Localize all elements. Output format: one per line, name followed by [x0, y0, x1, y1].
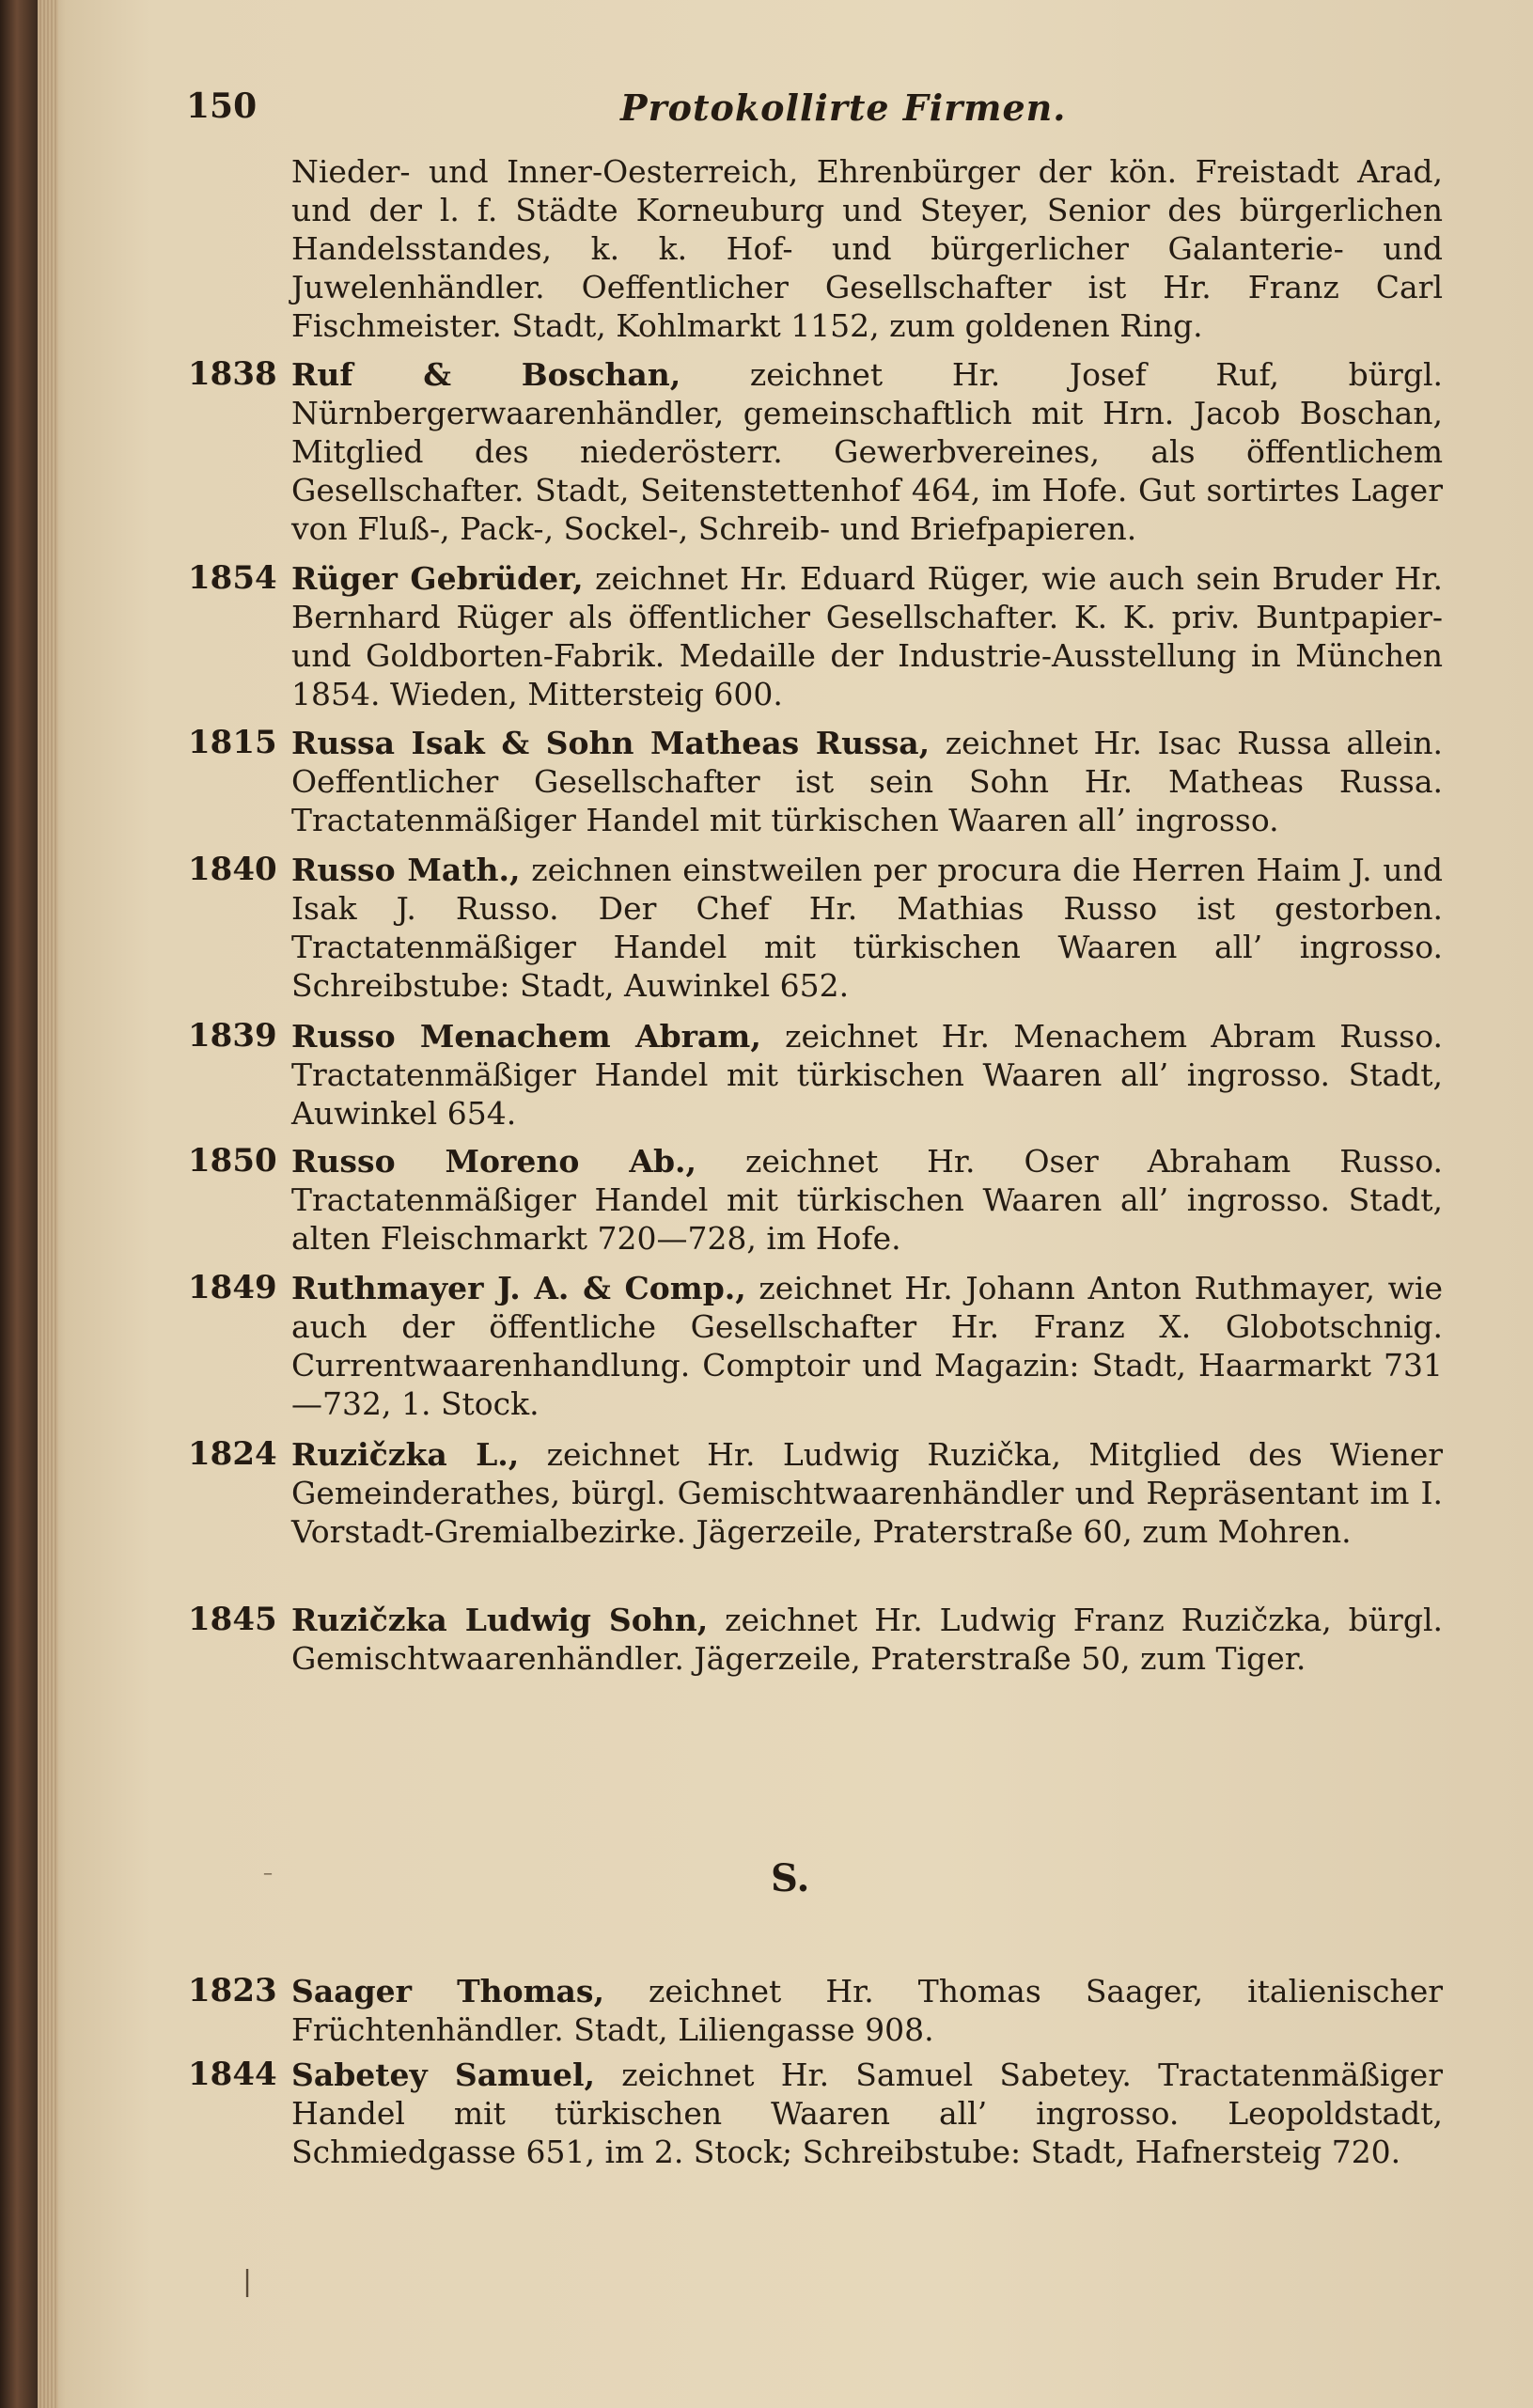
entry-description: zeichnet Hr. Josef Ruf, bürgl. Nürnbergerwaarenhändler, gemeinschaftlich mit Hrn. Jacob Boschan, Mitglied des niederösterr. Gewerbvereines, als öffentlichem Gesellschafter. Stadt, Seitenstettenhof 464, im Hofe. Gut sortirtes Lager von Fluß-, Pack-, Sockel-, Schreib- und Briefpapieren. — [291, 356, 1443, 547]
entry-year: 1823 — [188, 1972, 277, 2009]
entry-text — [291, 1972, 1443, 2049]
firm-name: Russo Moreno Ab., — [291, 1143, 697, 1180]
entry-description: zeichnet Hr. Menachem Abram Russo. Tractatenmäßiger Handel mit türkischen Waaren all’ ingrosso. Stadt, Auwinkel 654. — [291, 1018, 1443, 1132]
entry-text — [291, 559, 1443, 713]
entry-year: 1815 — [188, 724, 277, 761]
entry-description: zeichnet Hr. Thomas Saager, italienischer Früchtenhändler. Stadt, Liliengasse 908. — [291, 1973, 1443, 2048]
entry-description: zeichnet Hr. Ludwig Franz Ruzičzka, bürgl. Gemischtwaarenhändler. Jägerzeile, Praterstraße 50, zum Tiger. — [291, 1602, 1443, 1677]
entry-year: 1854 — [188, 559, 277, 597]
entry-text — [291, 355, 1443, 548]
entry-year: 1840 — [188, 851, 277, 888]
firm-name: Ruf & Boschan, — [291, 356, 681, 393]
firm-name: Ruzičzka L., — [291, 1436, 520, 1473]
margin-mark: – — [263, 1861, 273, 1884]
entry-text — [291, 1435, 1443, 1551]
entry-description: zeichnet Hr. Ludwig Ruzička, Mitglied des Wiener Gemeinderathes, bürgl. Gemischtwaarenhändler und Repräsentant im I. Vorstadt-Gremialbezirke. Jägerzeile, Praterstraße 60, zum Mohren. — [291, 1436, 1443, 1550]
entry-description: zeichnet Hr. Oser Abraham Russo. Tractatenmäßiger Handel mit türkischen Waaren all’ ingrosso. Stadt, alten Fleischmarkt 720—728, im Hofe. — [291, 1143, 1443, 1257]
firm-name: Ruzičzka Ludwig Sohn, — [291, 1602, 709, 1638]
firm-name: Russo Menachem Abram, — [291, 1018, 761, 1055]
firm-name: Rüger Gebrüder, — [291, 560, 584, 597]
entry-year: 1838 — [188, 355, 277, 393]
entry-text — [291, 1269, 1443, 1423]
running-head: Protokollirte Firmen. — [620, 86, 1067, 129]
entry-year: 1849 — [188, 1269, 277, 1306]
entry-description: zeichnen einstweilen per procura die Herren Haim J. und Isak J. Russo. Der Chef Hr. Mathias Russo ist gestorben. Tractatenmäßiger Handel mit türkischen Waaren all’ ingrosso. Schreibstube: Stadt, Auwinkel 652. — [291, 852, 1443, 1004]
entry-description: zeichnet Hr. Johann Anton Ruthmayer, wie auch der öffentliche Gesellschafter Hr. Franz X. Globotschnig. Currentwaarenhandlung. Comptoir und Magazin: Stadt, Haarmarkt 731—732, 1. Stock. — [291, 1270, 1444, 1422]
firm-name: Russa Isak & Sohn Matheas Russa, — [291, 725, 931, 761]
entry-text — [291, 851, 1443, 1005]
continuation-text: Nieder- und Inner-Oesterreich, Ehrenbürger der kön. Freistadt Arad, und der l. f. Städte Korneuburg und Steyer, Senior des bürgerlichen Handelsstandes, k. k. Hof- und bürgerlicher Galanterie- und Juwelenhändler. Oeffentlicher Gesellschafter ist Hr. Franz Carl Fischmeister. Stadt, Kohlmarkt 1152, zum goldenen Ring. — [291, 153, 1443, 344]
entry-year: 1850 — [188, 1142, 277, 1180]
entry-year: 1839 — [188, 1017, 277, 1055]
book-page — [38, 0, 1533, 2408]
entry-text — [291, 2056, 1443, 2171]
entry-text — [291, 1601, 1443, 1678]
firm-name: Sabetey Samuel, — [291, 2056, 596, 2093]
entry-description: zeichnet Hr. Isac Russa allein. Oeffentlicher Gesellschafter ist sein Sohn Hr. Matheas Russa. Tractatenmäßiger Handel mit türkischen Waaren all’ ingrosso. — [291, 725, 1443, 838]
book-binding — [0, 0, 38, 2408]
section-letter: S. — [771, 1856, 810, 1900]
page-number: 150 — [186, 86, 258, 126]
firm-name: Russo Math., — [291, 852, 521, 888]
entry-text — [291, 1142, 1443, 1258]
entry-description: zeichnet Hr. Eduard Rüger, wie auch sein Bruder Hr. Bernhard Rüger als öffentlicher Gesellschafter. K. K. priv. Buntpapier- und Goldborten-Fabrik. Medaille der Industrie-Ausstellung in München 1854. Wieden, Mittersteig 600. — [291, 560, 1443, 712]
entry-text — [291, 724, 1443, 839]
firm-name: Saager Thomas, — [291, 1973, 605, 2009]
entry-year: 1844 — [188, 2056, 277, 2093]
entry-text — [291, 1017, 1443, 1133]
margin-mark: | — [242, 2265, 253, 2298]
entry-year: 1845 — [188, 1601, 277, 1638]
entry-description: zeichnet Hr. Samuel Sabetey. Tractatenmäßiger Handel mit türkischen Waaren all’ ingrosso. Leopoldstadt, Schmiedgasse 651, im 2. Stock; Schreibstube: Stadt, Hafnersteig 720. — [291, 2056, 1443, 2170]
page-edge — [38, 0, 58, 2408]
firm-name: Ruthmayer J. A. & Comp., — [291, 1270, 746, 1306]
entry-year: 1824 — [188, 1435, 277, 1473]
